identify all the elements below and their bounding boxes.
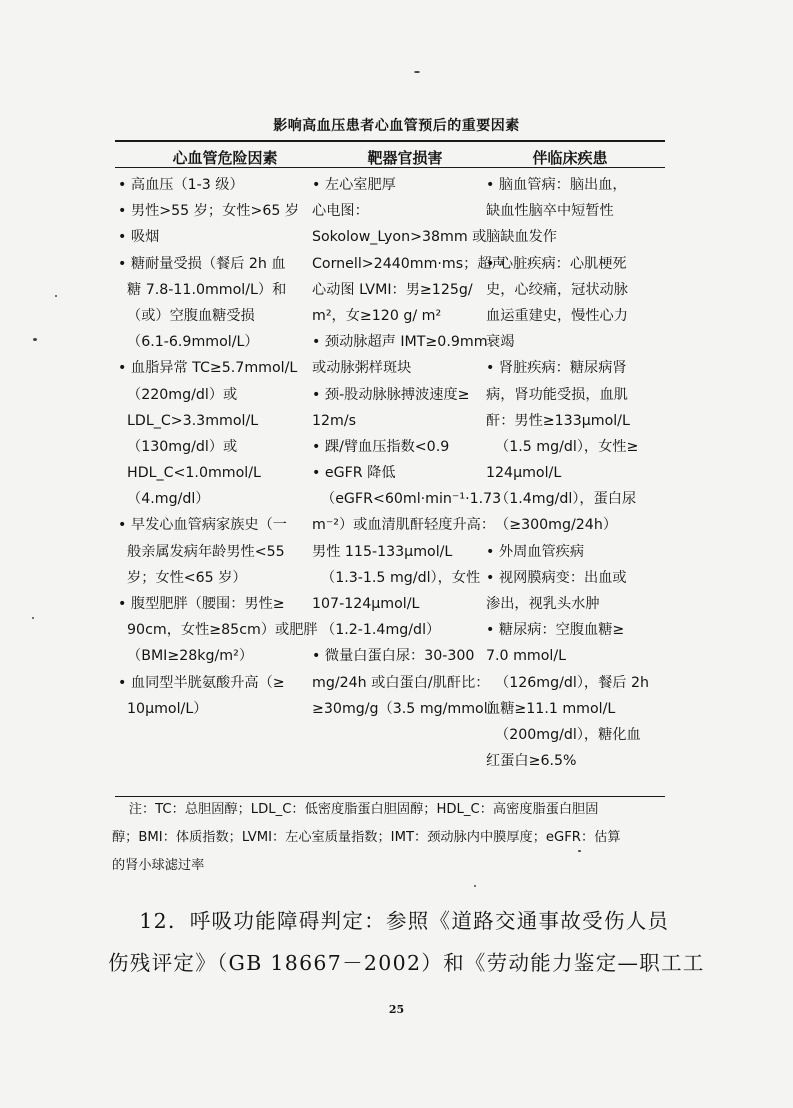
table-cell-line: • 血同型半胱氨酸升高（≥ bbox=[118, 674, 285, 691]
table-cell-line: （130mg/dl）或 bbox=[118, 438, 238, 455]
table-cell-line: （1.5 mg/dl），女性≥ bbox=[486, 438, 639, 455]
table-cell-line: ≥30mg/g（3.5 mg/mmol） bbox=[312, 700, 502, 717]
table-cell-line: （4.mg/dl） bbox=[118, 491, 210, 508]
table-cell-line: 或动脉粥样斑块 bbox=[312, 360, 412, 377]
table-cell-line: • 吸烟 bbox=[118, 229, 160, 246]
scan-speck bbox=[55, 295, 57, 297]
table-cell-line: 7.0 mmol/L bbox=[486, 648, 567, 665]
scan-speck bbox=[32, 617, 34, 619]
table-cell-line: • 视网膜病变：出血或 bbox=[486, 569, 627, 586]
page-number: 25 bbox=[388, 1003, 405, 1016]
table-cell-line: （6.1-6.9mmol/L） bbox=[118, 334, 259, 351]
table-cell-line: • 踝/臂血压指数<0.9 bbox=[312, 438, 450, 455]
table-cell-line: （1.3-1.5 mg/dl），女性 bbox=[312, 569, 481, 586]
table-cell-line: • 左心室肥厚 bbox=[312, 177, 396, 193]
table-cell-line: • 心脏疾病：心肌梗死 bbox=[486, 255, 627, 272]
column-header-target-organ-damage: 靶器官损害 bbox=[367, 149, 443, 167]
table-cell-line: （≥300mg/24h） bbox=[486, 517, 618, 534]
table-title: 影响高血压患者心血管预后的重要因素 bbox=[273, 118, 520, 134]
risk-factors-column bbox=[118, 172, 318, 722]
table-cell-line: • 脑血管病：脑出血， bbox=[486, 177, 627, 193]
table-cell-line: • 肾脏疾病：糖尿病肾 bbox=[486, 360, 627, 377]
table-cell-line: Sokolow_Lyon>38mm 或 bbox=[312, 229, 487, 246]
note-line: 醇；BMI：体质指数；LVMI：左心室质量指数；IMT：颈动脉内中膜厚度；eGFR：估算 bbox=[112, 830, 621, 845]
table-cell-line: • 早发心血管病家族史（一 bbox=[118, 517, 287, 534]
table-cell-line: 血糖≥11.1 mmol/L bbox=[486, 700, 616, 717]
target-organ-damage-column bbox=[312, 172, 506, 722]
scan-speck bbox=[33, 338, 37, 341]
table-cell-line: （220mg/dl）或 bbox=[118, 386, 238, 403]
table-cell-line: Cornell>2440mm·ms；超声 bbox=[312, 255, 506, 272]
table-cell-line: 史，心绞痛，冠状动脉 bbox=[486, 281, 628, 298]
table-cell-line: • eGFR 降低 bbox=[312, 465, 396, 482]
scan-speck bbox=[474, 885, 476, 887]
table-cell-line: 10μmol/L） bbox=[118, 700, 208, 717]
table-cell-line: 般亲属发病年龄男性<55 bbox=[118, 543, 285, 560]
body-paragraph bbox=[108, 900, 705, 984]
table-cell-line: mg/24h 或白蛋白/肌酐比： bbox=[312, 674, 490, 691]
table-cell-line: （126mg/dl），餐后 2h bbox=[486, 674, 650, 691]
table-cell-line: （200mg/dl），糖化血 bbox=[486, 726, 641, 743]
body-line: 12．呼吸功能障碍判定：参照《道路交通事故受伤人员 bbox=[108, 909, 670, 933]
column-header-risk-factors: 心血管危险因素 bbox=[172, 149, 278, 167]
table-cell-line: （1.2-1.4mg/dl） bbox=[312, 622, 441, 639]
table-cell-line: • 血脂异常 TC≥5.7mmol/L bbox=[118, 360, 298, 377]
table-cell-line: 90cm，女性≥85cm）或肥胖 bbox=[118, 622, 318, 639]
table-cell-line: 缺血性脑卒中短暂性 bbox=[486, 203, 614, 220]
table-cell-line: 岁；女性<65 岁） bbox=[118, 569, 247, 586]
table-cell-line: （eGFR<60ml·min⁻¹·1.73 bbox=[312, 491, 502, 508]
table-cell-line: m²，女≥120 g/ m² bbox=[312, 307, 442, 324]
table-cell-line: • 糖尿病：空腹血糖≥ bbox=[486, 622, 625, 639]
table-cell-line: （BMI≥28kg/m²） bbox=[118, 648, 254, 665]
table-cell-line: • 男性>55 岁；女性>65 岁 bbox=[118, 203, 300, 220]
table-header-rule bbox=[115, 167, 665, 168]
table-cell-line: LDL_C>3.3mmol/L bbox=[118, 412, 259, 429]
table-cell-line: • 颈动脉超声 IMT≥0.9mm bbox=[312, 334, 488, 351]
table-cell-line: 脑缺血发作 bbox=[486, 229, 557, 246]
table-cell-line: 107-124μmol/L bbox=[312, 596, 420, 612]
table-cell-line: • 微量白蛋白尿：30-300 bbox=[312, 648, 475, 665]
table-cell-line: • 糖耐量受损（餐后 2h 血 bbox=[118, 255, 286, 272]
body-line: 伤残评定》（GB 18667－2002）和《劳动能力鉴定—职工工 bbox=[108, 951, 705, 975]
table-cell-line: 红蛋白≥6.5% bbox=[486, 753, 577, 770]
table-cell-line: 心动图 LVMI：男≥125g/ bbox=[312, 281, 473, 298]
table-cell-line: 糖 7.8-11.0mmol/L）和 bbox=[118, 281, 287, 298]
table-cell-line: • 腹型肥胖（腰围：男性≥ bbox=[118, 596, 285, 612]
table-cell-line: 血运重建史，慢性心力 bbox=[486, 307, 628, 324]
scan-speck bbox=[414, 71, 420, 73]
table-cell-line: m⁻²）或血清肌酐轻度升高： bbox=[312, 517, 496, 534]
table-cell-line: • 颈-股动脉脉搏波速度≥ bbox=[312, 386, 470, 403]
table-cell-line: 心电图： bbox=[312, 203, 369, 220]
table-cell-line: 渗出，视乳头水肿 bbox=[486, 596, 600, 612]
table-cell-line: （1.4mg/dl），蛋白尿 bbox=[486, 491, 637, 508]
table-cell-line: 12m/s bbox=[312, 412, 357, 429]
table-cell-line: HDL_C<1.0mmol/L bbox=[118, 465, 261, 482]
table-cell-line: • 高血压（1-3 级） bbox=[118, 177, 244, 193]
table-cell-line: 124μmol/L bbox=[486, 465, 562, 482]
note-line: 注：TC：总胆固醇；LDL_C：低密度脂蛋白胆固醇；HDL_C：高密度脂蛋白胆固 bbox=[112, 802, 599, 817]
table-notes bbox=[112, 796, 672, 880]
column-header-clinical-conditions: 伴临床疾患 bbox=[532, 149, 608, 167]
table-cell-line: • 外周血管疾病 bbox=[486, 543, 585, 560]
table-cell-line: 病，肾功能受损，血肌 bbox=[486, 386, 628, 403]
clinical-conditions-column bbox=[486, 172, 649, 774]
table-cell-line: 衰竭 bbox=[486, 334, 515, 351]
note-line: 的肾小球滤过率 bbox=[112, 858, 205, 873]
table-top-rule bbox=[115, 140, 665, 142]
table-cell-line: 酐：男性≥133μmol/L bbox=[486, 412, 630, 429]
table-cell-line: （或）空腹血糖受损 bbox=[118, 307, 255, 324]
table-cell-line: 男性 115-133μmol/L bbox=[312, 543, 453, 560]
